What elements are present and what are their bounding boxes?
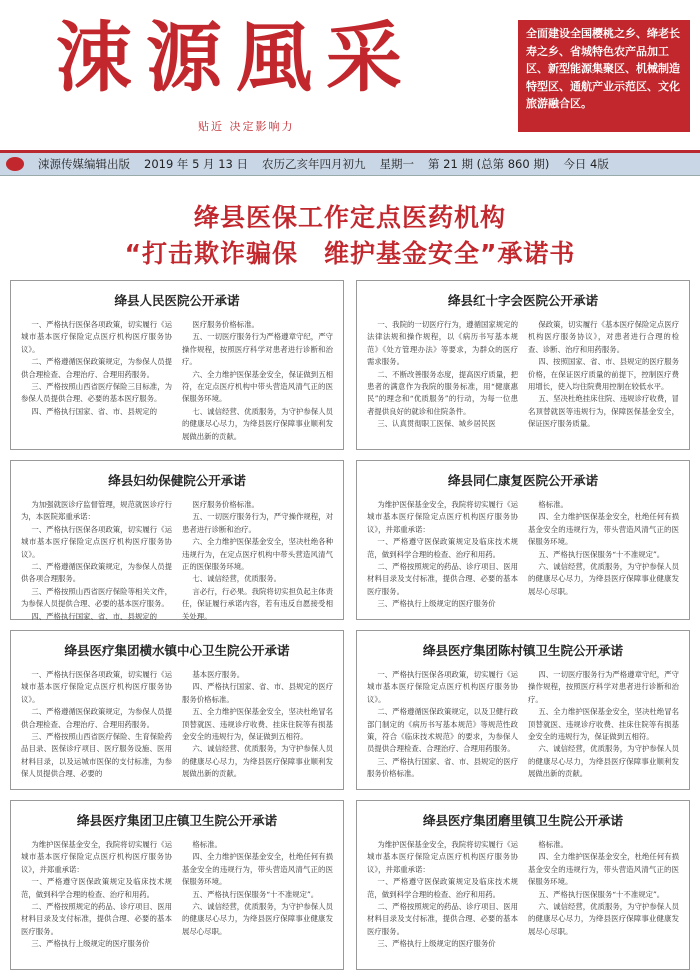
pledge-title: 绛县同仁康复医院公开承诺 — [447, 473, 598, 488]
pledge-column-left: 为维护医保基金安全，我院将切实履行《运城市基本医疗保险定点医疗机构医疗服务协议》，并郑重承诺： 一、严格遵守医保政策规定及临床技术规范，做到科学合理的检查、治疗和用药。 二、严格按照规定的药品、诊疗项目、医用材料目录及支付标准，提供合理、必要的基本医疗服务。 三、严格执行上级规定的医疗服务价 — [367, 840, 518, 949]
pledge-title: 绛县红十字会医院公开承诺 — [447, 293, 598, 308]
pledge-column-left: 一、严格执行医保各项政策，切实履行《运城市基本医疗保险定点医疗机构医疗服务协议》。 二、严格遵循医保政策规定，为参保人员提供合理检查、合理治疗、合理用药服务。 三、严格按照山西省医疗保险三目标准，为参保人员提供合理、必要的基本医疗服务。 四、严格执行国家、省、市、县规定的 — [21, 320, 172, 416]
pledge-title: 绛县人民医院公开承诺 — [114, 293, 240, 308]
pledge-title: 绛县医疗集团卫庄镇卫生院公开承诺 — [76, 813, 277, 828]
weekday: 星期一 — [379, 157, 414, 171]
pledge-title: 绛县医疗集团陈村镇卫生院公开承诺 — [422, 643, 623, 658]
pledge-column-left: 为维护医保基金安全，我院将切实履行《运城市基本医疗保险定点医疗机构医疗服务协议》，并郑重承诺： 一、严格遵守医保政策规定及临床技术规范，做到科学合理的检查、治疗和用药。 二、严格按照规定的药品、诊疗项目、医用材料目录及支付标准，提供合理、必要的基本医疗服务。 三、严格执行上级规定的医疗服务价 — [21, 840, 172, 949]
pledge-title: 绛县妇幼保健院公开承诺 — [108, 473, 246, 488]
newspaper-title-logo: 涑源風采 — [56, 13, 416, 102]
pledge-column-right: 医疗服务价格标准。 五、一切医疗服务行为，严守操作规程，对患者进行诊断和治疗。 六、全力维护医保基金安全，坚决杜绝各种违规行为，在定点医疗机构中带头营造风清气正的医保服务环境。 七、诚信经营，优质服务。 言必行，行必果。我院将切实担负起主体责任，保证履行承诺内容，若有违反自愿接受相关处理。 — [182, 500, 333, 621]
pledge-column-right: 格标准。 四、全力维护医保基金安全，杜绝任何有损基金安全的违规行为，带头营造风清气正的医保服务环境。 五、严格执行医保服务“十不准规定”。 六、诚信经营，优质服务，为守护参保人员的健康尽心尽力，为绛县医疗保障事业健康发展尽心尽职。 — [182, 840, 333, 936]
pledge-box — [10, 460, 344, 620]
pledge-column-left: 为维护医保基金安全，我院将切实履行《运城市基本医疗保险定点医疗机构医疗服务协议》，并郑重承诺： 一、严格遵守医保政策规定及临床技术规范，做到科学合理的检查、治疗和用药。 二、严格按照规定的药品、诊疗项目、医用材料目录及支付标准，提供合理、必要的基本医疗服务。 三、严格执行上级规定的医疗服务价 — [367, 500, 518, 609]
pledge-column-left: 一、我院的一切医疗行为，遵循国家规定的法律法规和操作规程，以《病历书写基本规范》《处方管理办法》等要求，为群众的医疗需求服务。 二、不断改善服务态度，提高医疗质量，把患者的满意作为我院的服务标准，用“健康惠民”的理念和“优质服务”的行动，为每一位患者提供良好的就诊和住院条件。 三、认真贯彻职工医保、城乡居民医 — [367, 320, 518, 429]
pledge-box — [356, 800, 690, 970]
page-count: 今日 4版 — [563, 157, 609, 171]
pledge-column-right: 格标准。 四、全力维护医保基金安全，杜绝任何有损基金安全的违规行为，带头营造风清气正的医保服务环境。 五、严格执行医保服务“十不准规定”。 六、诚信经营，优质服务，为守护参保人员的健康尽心尽力，为绛县医疗保障事业健康发展尽心尽职。 — [528, 840, 679, 936]
lunar-date: 农历乙亥年四月初九 — [262, 157, 366, 171]
pledge-column-right: 保政策，切实履行《基本医疗保险定点医疗机构医疗服务协议》，对患者进行合理的检查、诊断、治疗和用药服务。 四、按照国家、省、市、县规定的医疗服务价格，在保证医疗质量的前提下，控制医疗费用增长，使入均住院费用控制在较低水平。 五、坚决杜绝挂床住院、违规诊疗收费，冒名顶替就医等违规行为，保障医保基金安全，保证医疗服务质量。 — [528, 320, 679, 429]
pledge-column-right: 医疗服务价格标准。 五、一切医疗服务行为严格遵章守纪，严守操作规程，按照医疗科学对患者进行诊断和治疗。 六、全力维护医保基金安全，保证做到五相符，在定点医疗机构中带头营造风清气正的医保服务环境。 七、诚信经营、优质服务，为守护参保人员的健康尽心尽力，为绛县医疗保障事业顺利发展做出新的贡献。 — [182, 320, 333, 441]
issue-number: 第 21 期 (总第 860 期) — [428, 157, 550, 171]
main-headline — [0, 176, 700, 276]
pledge-title: 绛县医疗集团横水镇中心卫生院公开承诺 — [64, 643, 290, 658]
headline-line-1: 绛县医保工作定点医药机构 — [193, 203, 506, 232]
pledge-column-right: 格标准。 四、全力维护医保基金安全，杜绝任何有损基金安全的违规行为，带头营造风清气正的医保服务环境。 五、严格执行医保服务“十不准规定”。 六、诚信经营，优质服务，为守护参保人员的健康尽心尽力，为绛县医疗保障事业健康发展尽心尽职。 — [528, 500, 679, 596]
pledge-box — [356, 460, 690, 620]
issue-date: 2019 年 5 月 13 日 — [144, 157, 248, 171]
publisher-logo-icon — [6, 157, 24, 171]
headline-line-2: “打击欺诈骗保 维护基金安全”承诺书 — [124, 239, 576, 268]
masthead-slogan: 贴近 决定影响力 — [198, 120, 295, 133]
masthead — [0, 0, 700, 153]
pledge-box — [356, 280, 690, 450]
pledge-column-left: 为加强就医诊疗监督管理，规范就医诊疗行为，本医院郑重承诺： 一、严格执行医保各项政策，切实履行《运城市基本医疗保险定点医疗机构医疗服务协议》。 二、严格遵循医保政策规定，为参保人员提供各项合理服务。 三、严格按照山西省医疗保险等相关文件，为参保人员提供合理、必要的基本医疗服务。 四、严格执行国家、省、市、县规定的 — [21, 500, 172, 621]
promo-box: 全面建设全国樱桃之乡、绛老长寿之乡、省城特色农产品加工区、新型能源集聚区、机械制造特型区、通航产业示范区、文化旅游融合区。 — [518, 20, 690, 132]
pledge-box — [10, 800, 344, 970]
pledge-column-right: 四、一切医疗服务行为严格遵章守纪，严守操作规程，按照医疗科学对患者进行诊断和治疗。 五、全力维护医保基金安全，坚决杜绝冒名顶替就医、违规诊疗收费、挂床住院等有损基金安全的违规行为，保证做到五相符。 六、诚信经营，优质服务，为守护参保人员的健康尽心尽力，为绛县医疗保障事业顺利发展做出新的贡献。 — [528, 670, 679, 779]
issue-info-bar — [0, 153, 700, 176]
pledge-box — [10, 280, 344, 450]
pledge-box — [10, 630, 344, 790]
publisher: 涑源传媒编辑出版 — [38, 157, 130, 171]
pledge-column-right: 基本医疗服务。 四、严格执行国家、省、市、县规定的医疗服务价格标准。 五、全力维护医保基金安全，坚决杜绝冒名顶替就医、违规诊疗收费、挂床住院等有损基金安全的违规行为，保证做到五相符。 六、诚信经营、优质服务，为守护参保人员的健康尽心尽力，为绛县医疗保障事业顺利发展做出新的贡献。 — [182, 670, 333, 779]
pledge-box — [356, 630, 690, 790]
pledge-column-left: 一、严格执行医保各项政策，切实履行《运城市基本医疗保险定点医疗机构医疗服务协议》。 二、严格遵循医保政策规定，以及卫健行政部门制定的《病历书写基本规范》等规范性政策，符合《临床技术规范》的要求，为参保人员提供合理检查、合理治疗、合理用药服务。 三、严格执行国家、省、市、县规定的医疗服务价格标准。 — [367, 670, 518, 779]
pledge-column-left: 一、严格执行医保各项政策，切实履行《运城市基本医疗保险定点医疗机构医疗服务协议》。 二、严格遵循医保政策规定，为参保人员提供合理检查、合理治疗、合理用药服务。 三、严格按照山西省医疗保险、生育保险药品目录、医保诊疗项目、医疗服务设施、医用材料目录，以及运城市医保的支付标准，为参保人员提供合理、必要的 — [21, 670, 172, 779]
pledge-title: 绛县医疗集团磨里镇卫生院公开承诺 — [422, 813, 623, 828]
